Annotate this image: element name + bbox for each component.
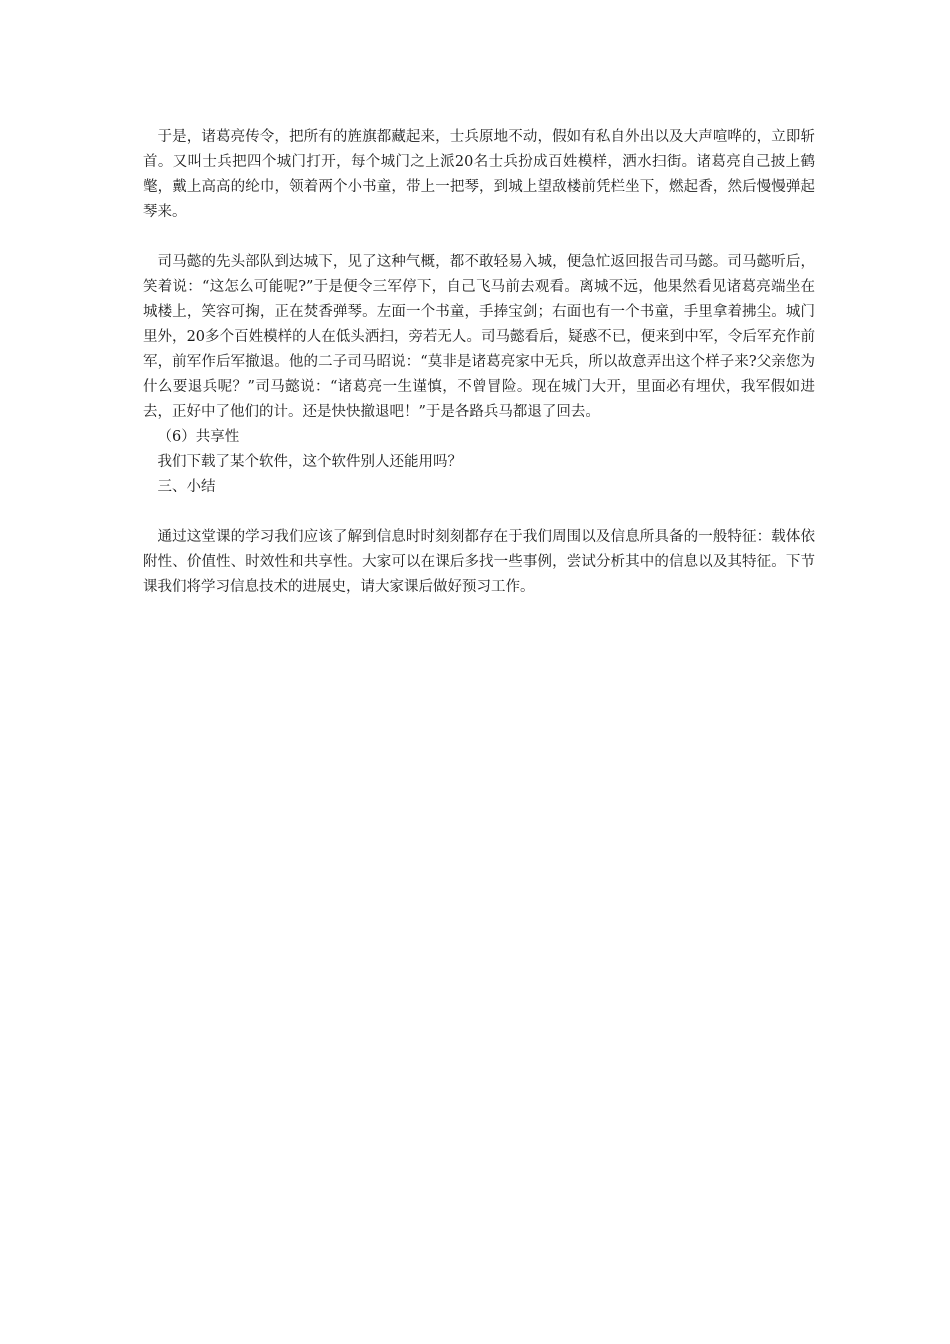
story-paragraph-1: 于是，诸葛亮传令，把所有的旌旗都藏起来，士兵原地不动，假如有私自外出以及大声喧哗的，立即斩首。又叫士兵把四个城门打开，每个城门之上派20名士兵扮成百姓模样，洒水扫街。诸葛亮自己披上鹤氅，戴上高高的纶巾，领着两个小书童，带上一把琴，到城上望敌楼前凭栏坐下，燃起香，然后慢慢弹起琴来。 xyxy=(143,129,815,220)
section-heading-sharing: （6）共享性 xyxy=(157,429,240,445)
sharing-question: 我们下载了某个软件，这个软件别人还能用吗？ xyxy=(157,454,462,470)
summary-paragraph: 通过这堂课的学习我们应该了解到信息时时刻刻都存在于我们周围以及信息所具备的一般特征：载体依附性、价值性、时效性和共享性。大家可以在课后多找一些事例，尝试分析其中的信息以及其特征。下节课我们将学习信息技术的进展史，请大家课后做好预习工作。 xyxy=(143,529,815,595)
story-paragraph-2: 司马懿的先头部队到达城下，见了这种气概，都不敢轻易入城，便急忙返回报告司马懿。司马懿听后，笑着说：“这怎么可能呢?”于是便令三军停下，自己飞马前去观看。离城不远，他果然看见诸葛亮端坐在城楼上，笑容可掬，正在焚香弹琴。左面一个书童，手捧宝剑；右面也有一个书童，手里拿着拂尘。城门里外，20多个百姓模样的人在低头洒扫，旁若无人。司马懿看后，疑惑不已，便来到中军，令后军充作前军，前军作后军撤退。他的二子司马昭说：“莫非是诸葛亮家中无兵，所以故意弄出这个样子来?父亲您为什么要退兵呢？”司马懿说：“诸葛亮一生谨慎，不曾冒险。现在城门大开，里面必有埋伏，我军假如进去，正好中了他们的计。还是快快撤退吧！”于是各路兵马都退了回去。 xyxy=(143,254,815,420)
section-heading-summary: 三、小结 xyxy=(157,479,216,495)
document-body xyxy=(143,125,815,600)
